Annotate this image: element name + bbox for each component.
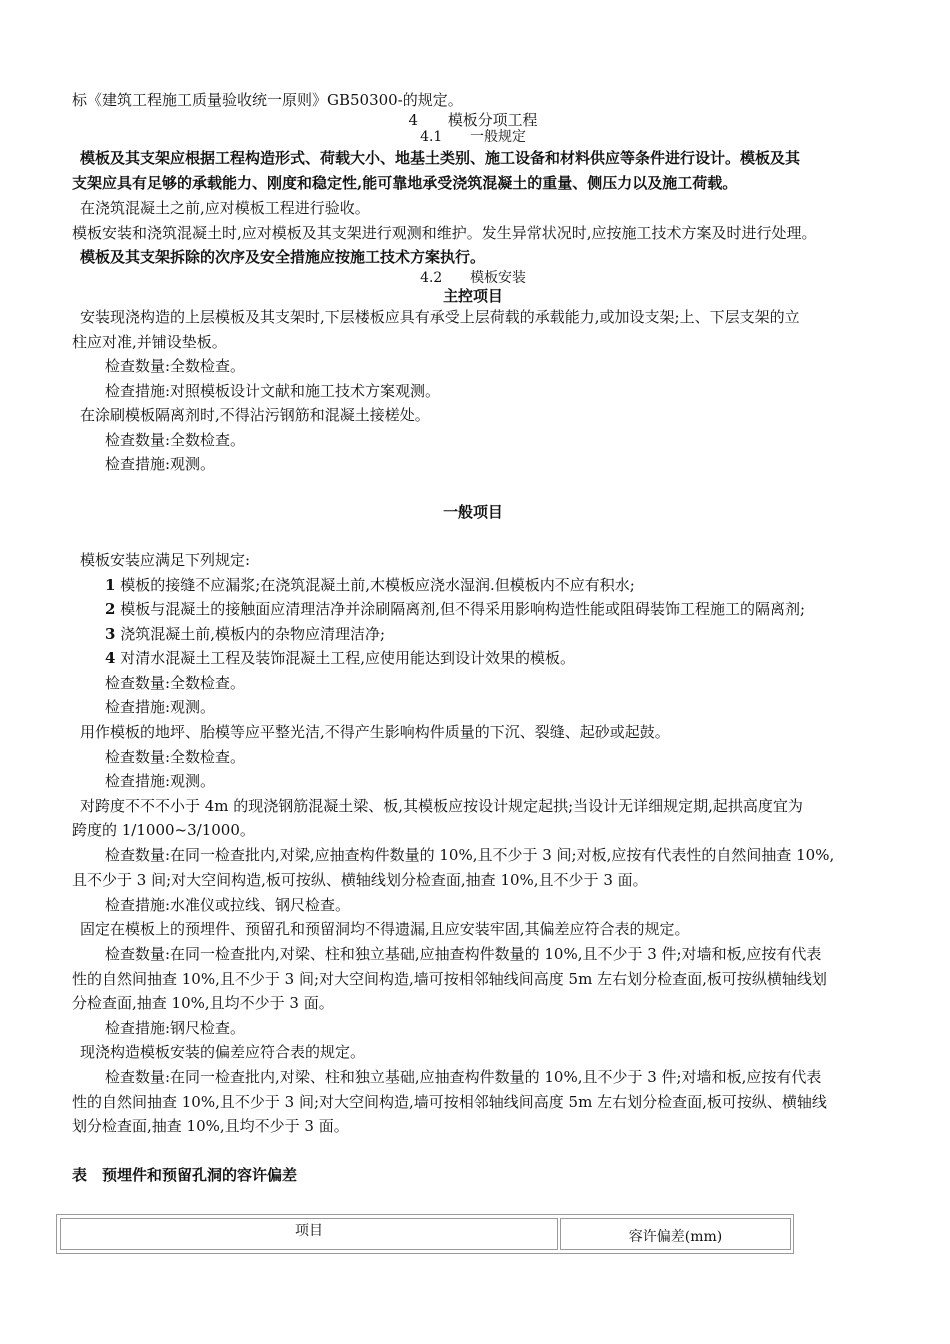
paragraph-line: 在浇筑混凝土之前,应对模板工程进行验收。 (80, 199, 370, 217)
paragraph-line: 检查数量:全数检查。 (105, 748, 246, 766)
list-item: 1 模板的接缝不应漏浆;在浇筑混凝土前,木模板应浇水湿润.但模板内不应有积水; (105, 576, 635, 594)
section-heading-4-1: 4.1 一般规定 (420, 129, 526, 145)
paragraph-line: 对跨度不不不小于 4m 的现浇钢筋混凝土梁、板,其模板应按设计规定起拱;当设计无详细规定期,起拱高度宜为 (80, 797, 803, 815)
list-item: 4 对清水混凝土工程及装饰混凝土工程,应使用能达到设计效果的模板。 (105, 649, 575, 667)
paragraph-line: 现浇构造模板安装的偏差应符合表的规定。 (80, 1043, 366, 1061)
paragraph-line: 检查数量:全数检查。 (105, 674, 246, 692)
paragraph-line: 检查措施:观测。 (105, 698, 216, 716)
paragraph-line: 支架应具有足够的承载能力、刚度和稳定性,能可靠地承受浇筑混凝土的重量、侧压力以及施工荷载。 (72, 174, 738, 192)
list-number: 4 (105, 649, 116, 667)
paragraph-line: 检查数量:全数检查。 (105, 431, 246, 449)
paragraph-line: 模板安装和浇筑混凝土时,应对模板及其支架进行观测和维护。发生异常状况时,应按施工技术方案及时进行处理。 (72, 224, 817, 242)
paragraph-line: 且不少于 3 间;对大空间构造,板可按纵、横轴线划分检查面,抽查 10%,且不少于 3 面。 (72, 871, 648, 889)
paragraph-line: 性的自然间抽查 10%,且不少于 3 间;对大空间构造,墙可按相邻轴线间高度 5m 左右划分检查面,板可按纵、横轴线 (72, 1093, 827, 1111)
paragraph-line: 在涂刷模板隔离剂时,不得沾污钢筋和混凝土接槎处。 (80, 406, 430, 424)
list-item: 3 浇筑混凝土前,模板内的杂物应清理洁净; (105, 625, 386, 643)
paragraph-line: 检查措施:钢尺检查。 (105, 1019, 246, 1037)
table-caption: 表 预埋件和预留孔洞的容许偏差 (72, 1166, 298, 1184)
paragraph-line: 安装现浇构造的上层模板及其支架时,下层楼板应具有承受上层荷载的承载能力,或加设支架;上、下层支架的立 (80, 308, 800, 326)
paragraph-line: 检查数量:在同一检查批内,对梁、柱和独立基础,应抽查构件数量的 10%,且不少于 3 件;对墙和板,应按有代表 (105, 1068, 822, 1086)
list-number: 3 (105, 625, 116, 643)
paragraph-line: 模板安装应满足下列规定: (80, 551, 251, 569)
list-number: 1 (105, 576, 116, 594)
paragraph-line: 柱应对准,并铺设垫板。 (72, 333, 227, 351)
paragraph-line: 用作模板的地坪、胎模等应平整光洁,不得产生影响构件质量的下沉、裂缝、起砂或起鼓。 (80, 723, 670, 741)
chapter-heading: 4 模板分项工程 (408, 111, 538, 129)
table-header-item: 项目 (60, 1218, 558, 1250)
paragraph-line: 检查措施:水准仪或拉线、钢尺检查。 (105, 896, 351, 914)
list-number: 2 (105, 600, 116, 618)
paragraph-line: 检查数量:在同一检查批内,对梁,应抽查构件数量的 10%,且不少于 3 间;对板,应按有代表性的自然间抽查 10%, (105, 846, 835, 864)
paragraph-line: 检查措施:观测。 (105, 455, 216, 473)
list-item: 2 模板与混凝土的接触面应清理洁净并涂刷隔离剂,但不得采用影响构造性能或阻碍装饰工程施工的隔离剂; (105, 600, 806, 618)
tolerance-table (56, 1214, 794, 1254)
paragraph-line: 划分检查面,抽查 10%,且均不少于 3 面。 (72, 1117, 349, 1135)
subheading-general-items: 一般项目 (443, 503, 503, 521)
section-heading-4-2: 4.2 模板安装 (420, 270, 526, 286)
paragraph-line: 检查数量:全数检查。 (105, 357, 246, 375)
paragraph-line: 跨度的 1/1000~3/1000。 (72, 821, 255, 839)
paragraph-line: 性的自然间抽查 10%,且不少于 3 间;对大空间构造,墙可按相邻轴线间高度 5m 左右划分检查面,板可按纵横轴线划 (72, 970, 827, 988)
subheading-main-items: 主控项目 (443, 287, 503, 305)
continuation-line: 标《建筑工程施工质量验收统一原则》GB50300-的规定。 (72, 91, 463, 109)
paragraph-line: 检查措施:观测。 (105, 772, 216, 790)
paragraph-line: 分检查面,抽查 10%,且均不少于 3 面。 (72, 994, 334, 1012)
paragraph-line: 检查措施:对照模板设计文献和施工技术方案观测。 (105, 382, 441, 400)
paragraph-line: 检查数量:在同一检查批内,对梁、柱和独立基础,应抽查构件数量的 10%,且不少于 3 件;对墙和板,应按有代表 (105, 945, 822, 963)
table-header-tolerance: 容许偏差(mm) (560, 1218, 791, 1250)
paragraph-line: 模板及其支架拆除的次序及安全措施应按施工技术方案执行。 (80, 248, 486, 266)
paragraph-line: 模板及其支架应根据工程构造形式、荷载大小、地基土类别、施工设备和材料供应等条件进行设计。模板及其 (80, 149, 801, 167)
paragraph-line: 固定在模板上的预埋件、预留孔和预留洞均不得遗漏,且应安装牢固,其偏差应符合表的规定。 (80, 920, 690, 938)
